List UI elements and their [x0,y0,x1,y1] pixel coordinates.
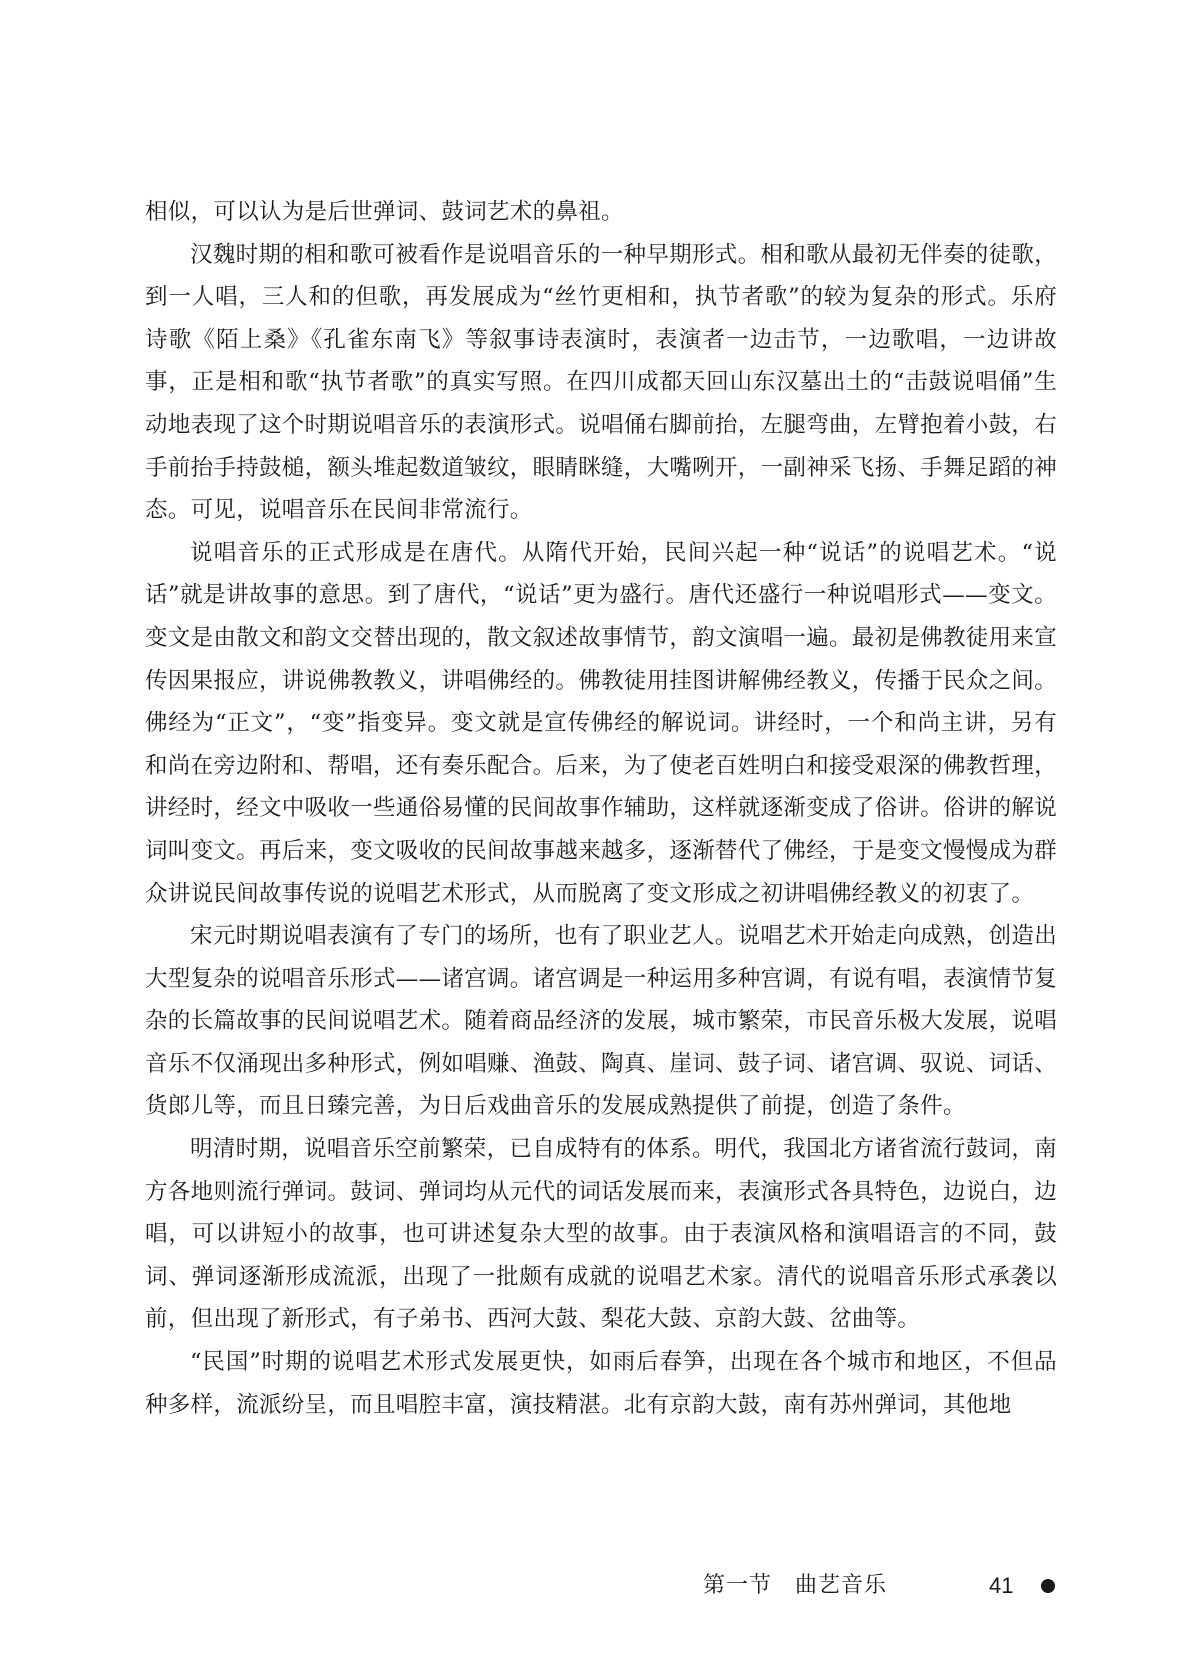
body-text [145,191,1057,1426]
paragraph-song-yuan: 宋元时期说唱表演有了专门的场所，也有了职业艺人。说唱艺术开始走向成熟，创造出大型复杂的说唱音乐形式——诸宫调。诸宫调是一种运用多种宫调，有说有唱，表演情节复杂的长篇故事的民间说唱艺术。随着商品经济的发展，城市繁荣，市民音乐极大发展，说唱音乐不仅涌现出多种形式，例如唱赚、渔鼓、陶真、崖词、鼓子词、诸宫调、驭说、词话、货郎儿等，而且日臻完善，为日后戏曲音乐的发展成熟提供了前提，创造了条件。 [145,923,1058,1120]
page-footer [0,1568,1202,1604]
paragraph-han-wei: 汉魏时期的相和歌可被看作是说唱音乐的一种早期形式。相和歌从最初无伴奏的徒歌，到一人唱，三人和的但歌，再发展成为“丝竹更相和，执节者歌”的较为复杂的形式。乐府诗歌《陌上桑》《孔雀东南飞》等叙事诗表演时，表演者一边击节，一边歌唱，一边讲故事，正是相和歌“执节者歌”的真实写照。在四川成都天回山东汉墓出土的“击鼓说唱俑”生动地表现了这个时期说唱音乐的表演形式。说唱俑右脚前抬，左腿弯曲，左臂抱着小鼓，右手前抬手持鼓槌，额头堆起数道皱纹，眼睛眯缝，大嘴咧开，一副神采飞扬、手舞足蹈的神态。可见，说唱音乐在民间非常流行。 [145,241,1058,524]
filled-circle-icon [1041,1579,1055,1593]
page-number: 41 [989,1573,1014,1598]
section-title: 第一节 曲艺音乐 [703,1573,888,1598]
paragraph-ming-qing: 明清时期，说唱音乐空前繁荣，已自成特有的体系。明代，我国北方诸省流行鼓词，南方各地则流行弹词。鼓词、弹词均从元代的词话发展而来，表演形式各具特色，边说白，边唱，可以讲短小的故事，也可讲述复杂大型的故事。由于表演风格和演唱语言的不同，鼓词、弹词逐渐形成流派，出现了一批颇有成就的说唱艺术家。清代的说唱音乐形式承袭以前，但出现了新形式，有子弟书、西河大鼓、梨花大鼓、京韵大鼓、岔曲等。 [145,1136,1058,1333]
paragraph-minguo: “民国”时期的说唱艺术形式发展更快，如雨后春笋，出现在各个城市和地区，不但品种多样，流派纷呈，而且唱腔丰富，演技精湛。北有京韵大鼓，南有苏州弹词，其他地 [145,1349,1057,1418]
paragraph-continuation: 相似，可以认为是后世弹词、鼓词艺术的鼻祖。 [145,199,624,225]
paragraph-tang: 说唱音乐的正式形成是在唐代。从隋代开始，民间兴起一种“说话”的说唱艺术。“说话”就是讲故事的意思。到了唐代，“说话”更为盛行。唐代还盛行一种说唱形式——变文。变文是由散文和韵文交替出现的，散文叙述故事情节，韵文演唱一遍。最初是佛教徒用来宣传因果报应，讲说佛教教义，讲唱佛经的。佛教徒用挂图讲解佛经教义，传播于民众之间。佛经为“正文”，“变”指变异。变文就是宣传佛经的解说词。讲经时，一个和尚主讲，另有和尚在旁边附和、帮唱，还有奏乐配合。后来，为了使老百姓明白和接受艰深的佛教哲理，讲经时，经文中吸收一些通俗易懂的民间故事作辅助，这样就逐渐变成了俗讲。俗讲的解说词叫变文。再后来，变文吸收的民间故事越来越多，逐渐替代了佛经，于是变文慢慢成为群众讲说民间故事传说的说唱艺术形式，从而脱离了变文形成之初讲唱佛经教义的初衷了。 [145,539,1058,907]
